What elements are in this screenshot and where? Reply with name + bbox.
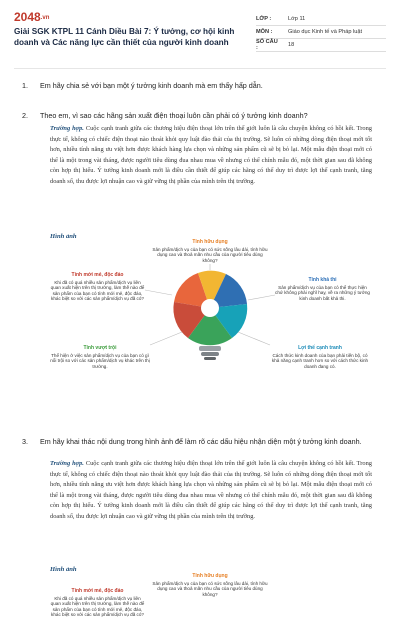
label-text: Thể hiện ở việc sản phẩm/dịch vụ của bạn có gì nổi trội so với các sản phẩm/dịch vụ khác trên thị trường.	[50, 352, 150, 369]
label-novelty	[50, 273, 145, 302]
bulb-base	[199, 346, 221, 351]
meta-row-subject	[256, 26, 386, 39]
label-feasibility	[275, 278, 370, 301]
bulb-center	[201, 299, 219, 317]
label-text: Sản phẩm/dịch vụ của bạn có sức sống lâu dài, tính hữu dụng cao và thoả mãn nhu cầu của người tiêu dùng không?	[152, 580, 268, 597]
connector-line	[150, 332, 182, 345]
bulb-tip	[204, 357, 216, 360]
label-title: Tính khả thi	[308, 277, 337, 283]
site-logo[interactable]	[14, 10, 49, 24]
meta-value: 18	[288, 42, 295, 48]
figure-caption: Hình ảnh	[50, 233, 77, 240]
idea-figure	[50, 240, 370, 390]
label-text: Sản phẩm/dịch vụ của bạn có thể thực hiện chứ không phải nghĩ hay, về ra những ý tưởng kinh doanh bất khả thi.	[275, 284, 370, 301]
label-usefulness	[150, 240, 270, 263]
connector-line	[238, 332, 270, 345]
logo-suffix: .vn	[40, 14, 50, 21]
answer-lead: Trường hợp.	[50, 125, 84, 132]
meta-value: Lớp 11	[288, 16, 306, 22]
meta-row-class	[256, 13, 386, 26]
question-2	[22, 110, 372, 121]
figure-caption-2: Hình ảnh	[50, 566, 77, 573]
label-title: Tính vượt trội	[83, 345, 117, 351]
label-title: Tính hữu dụng	[192, 573, 228, 579]
label-superiority	[50, 346, 150, 369]
label-usefulness	[150, 574, 270, 597]
label-title: Lợi thế cạnh tranh	[298, 345, 342, 351]
answer-body: Cuộc cạnh tranh giữa các thương hiệu điện thoại lớn trên thế giới luôn là câu chuyện không có hồi kết. Trong thực tế, không có chiếc điện thoại nào thoát khỏi quy luật đào thải của thị trường. Sẽ luôn có những dòng điện thoại mới tốt hơn, nhiều tính năng ưu việt hơn được khách hàng lựa chọn và những sản phẩm cũ sẽ bị bỏ lại. Một mẫu điện thoại mới có thể là một trong vài tháng, được người tiêu dùng đua nhau mua về nhưng có thể chính mẫu đó, một thời gian sau đã không còn hợp thị hiếu. Ý tưởng kinh doanh mới là điều cần thiết để giúp các hãng có thể duy trì được lợi thế cạnh tranh, tăng doanh số, thu được lợi nhuận cao và giữ vững thị phần của mình trên thị trường.	[50, 460, 373, 520]
connector-line	[248, 295, 275, 300]
label-title: Tính mới mẻ, độc đáo	[71, 272, 124, 278]
label-novelty	[50, 589, 145, 618]
question-text: Em hãy chia sẻ với bạn một ý tưởng kinh doanh mà em thấy hấp dẫn.	[40, 81, 263, 90]
idea-figure-2	[50, 573, 370, 618]
doc-header	[14, 10, 386, 60]
meta-table	[256, 13, 386, 52]
label-text: Cách thức kinh doanh của bạn phải tiến bộ, có khả năng cạnh tranh hơn so với cách thức kinh doanh đang có.	[271, 352, 369, 369]
label-title: Tính hữu dụng	[192, 239, 228, 245]
question-1	[22, 80, 372, 91]
document-title: Giải SGK KTPL 11 Cánh Diều Bài 7: Ý tưởng, cơ hội kinh doanh và Các năng lực cần thiết của người kinh doanh	[14, 27, 235, 47]
answer-body: Cuộc cạnh tranh giữa các thương hiệu điện thoại lớn trên thế giới luôn là câu chuyện không có hồi kết. Trong thực tế, không có chiếc điện thoại nào thoát khỏi quy luật đào thải của thị trường. Sẽ luôn có những dòng điện thoại mới tốt hơn, nhiều tính năng ưu việt hơn được khách hàng lựa chọn và những sản phẩm cũ sẽ bị bỏ lại. Một mẫu điện thoại mới có thể là một trong vài tháng, được người tiêu dùng đua nhau mua về nhưng có thể chính mẫu đó, một thời gian sau đã không còn hợp thị hiếu. Ý tưởng kinh doanh mới là điều cần thiết để giúp các hãng có thể duy trì được lợi thế cạnh tranh, tăng doanh số, thu được lợi nhuận cao và giữ vững thị phần của mình trên thị trường.	[50, 125, 373, 185]
question-text: Em hãy khai thác nội dung trong hình ảnh để làm rõ các dấu hiệu nhận diện một ý tưởng kinh doanh.	[40, 437, 362, 446]
bulb-base	[201, 352, 219, 356]
meta-key: LỚP :	[256, 16, 272, 22]
answer-lead: Trường hợp.	[50, 460, 84, 467]
connector-line	[145, 290, 172, 295]
meta-key: MÔN :	[256, 29, 273, 35]
label-text: Khi đã có quá nhiều sản phẩm/dịch vụ liên quan xuất hiện trên thị trường, làm thế nào để sản phẩm của bạn có tính mới mẻ, độc đáo, khác biệt so với các sản phẩm/dịch vụ đã có?	[50, 279, 145, 302]
meta-key: SỐ CÂU :	[256, 39, 278, 51]
question-number: 2.	[22, 111, 28, 120]
label-text: Khi đã có quá nhiều sản phẩm/dịch vụ liên quan xuất hiện trên thị trường, làm thế nào để sản phẩm của bạn có tính mới mẻ, độc đáo, khác biệt so với các sản phẩm/dịch vụ đã có?	[50, 595, 145, 618]
answer-text	[50, 124, 372, 188]
question-text: Theo em, vì sao các hãng sản xuất điện thoại luôn cần phải có ý tưởng kinh doanh?	[40, 111, 308, 120]
label-title: Tính mới mẻ, độc đáo	[71, 588, 124, 594]
question-3	[22, 436, 372, 447]
header-divider	[14, 68, 386, 69]
label-competitive-advantage	[270, 346, 370, 369]
answer-text-2	[50, 459, 372, 523]
meta-row-count	[256, 39, 386, 52]
question-number: 3.	[22, 437, 28, 446]
label-text: Sản phẩm/dịch vụ của bạn có sức sống lâu dài, tính hữu dụng cao và thoả mãn nhu cầu của người tiêu dùng không?	[152, 246, 268, 263]
logo-text: 2048	[14, 10, 41, 24]
meta-value: Giáo dục Kinh tế và Pháp luật	[288, 29, 363, 35]
question-number: 1.	[22, 81, 28, 90]
